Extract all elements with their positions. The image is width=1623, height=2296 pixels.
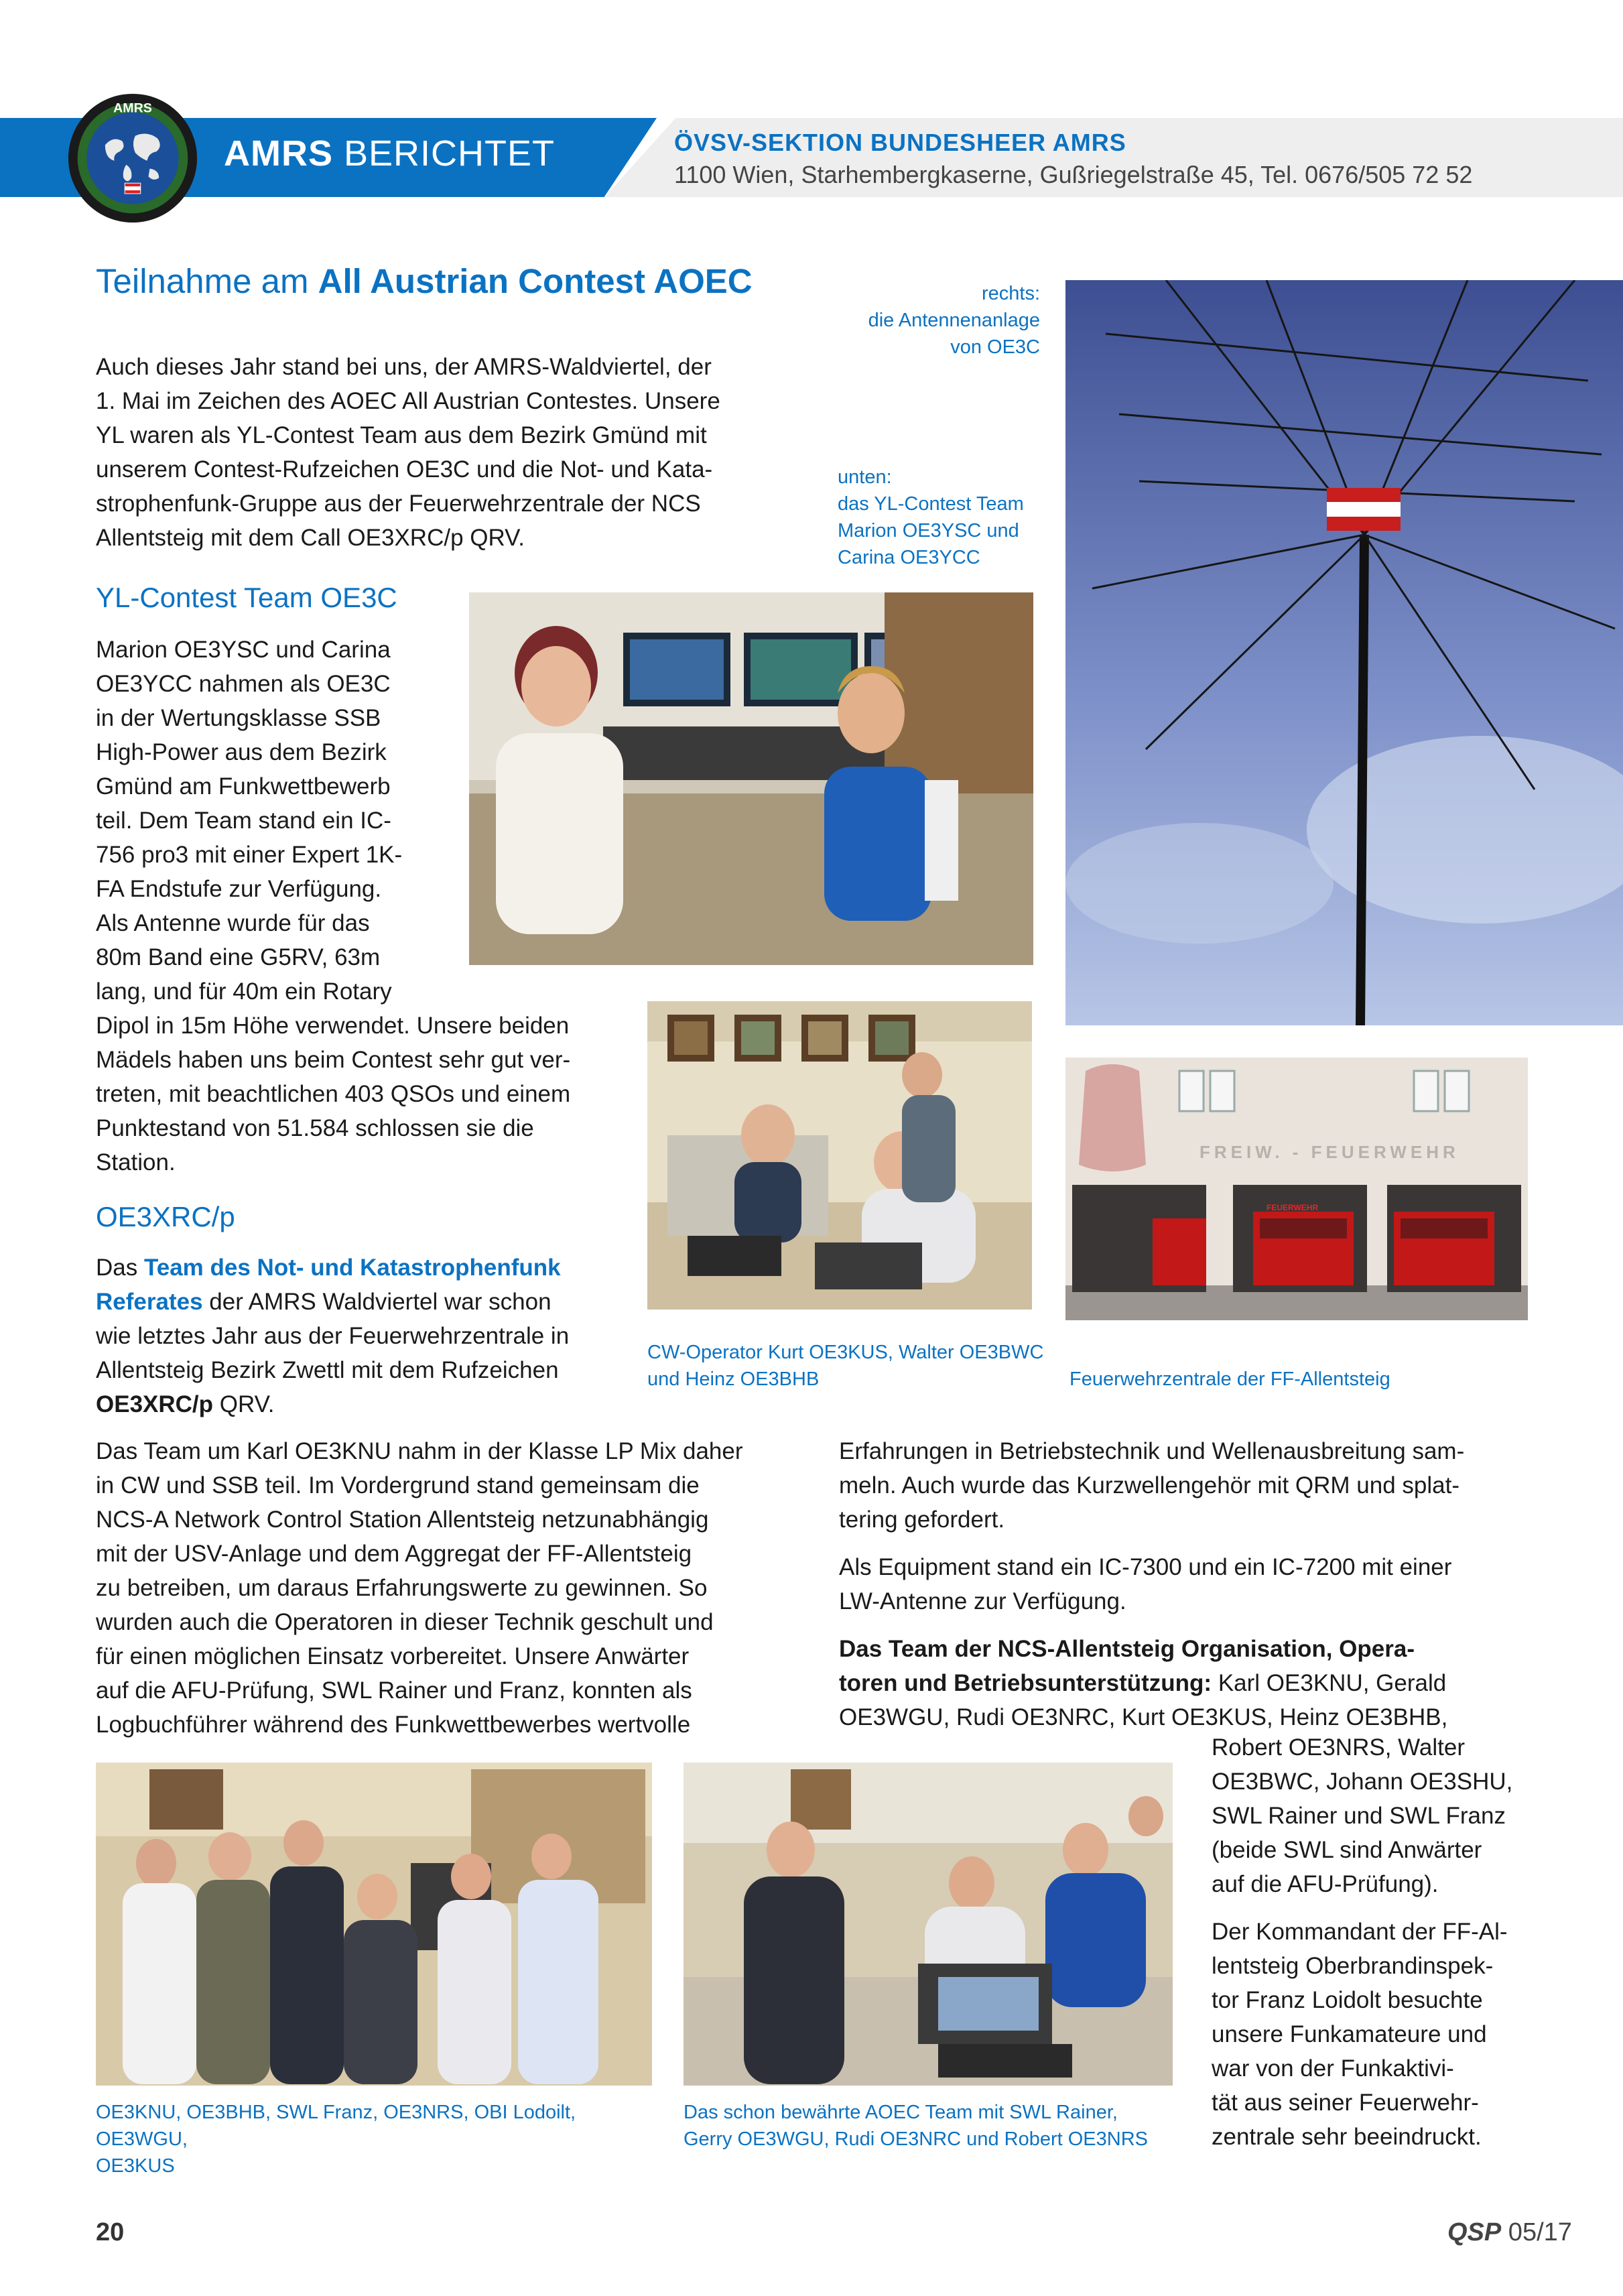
caption-yl-team: unten: das YL-Contest Team Marion OE3YSC und Carina OE3YCC — [838, 466, 1024, 568]
photo-yl-contest-team — [469, 592, 1033, 965]
photo-group — [96, 1763, 652, 2086]
fire-station-sign: FREIW. - FEUERWEHR — [1199, 1142, 1459, 1162]
caption-group-photo: OE3KNU, OE3BHB, SWL Franz, OE3NRS, OBI Lodoilt, OE3WGU, OE3KUS — [96, 2102, 576, 2177]
caption-antenna: rechts: die Antennenanlage von OE3C — [868, 283, 1040, 358]
photo-fire-station — [1065, 1058, 1528, 1320]
truck-label: FEUERWEHR — [1267, 1203, 1319, 1212]
subheading-yl-contest: YL-Contest Team OE3C — [96, 582, 397, 613]
caption-aoec-team: Das schon bewährte AOEC Team mit SWL Rainer, Gerry OE3WGU, Rudi OE3NRC und Robert OE3NRS — [684, 2102, 1148, 2150]
amrs-logo — [67, 92, 198, 224]
page-number: 20 — [96, 2218, 125, 2246]
subheading-oe3xrc: OE3XRC/p — [96, 1201, 235, 1232]
oe3xrc-paragraph: Das Team des Not- und Katastrophenfunk Referates der AMRS Waldviertel war schon wie letztes Jahr aus der Feuerwehrzentrale in Allentsteig Bezirk Zwettl mit dem Rufzeichen OE3XRC/p QRV. — [96, 1255, 570, 1417]
intro-paragraph: Auch dieses Jahr stand bei uns, der AMRS-Waldviertel, der 1. Mai im Zeichen des AOEC All Austrian Contestes. Unsere YL waren als YL-Contest Team aus dem Bezirk Gmünd mit unserem Contest-Rufzeichen OE3C und die Not- und Kata- strophenfunk-Gruppe aus der Feuerwehrzentrale der NCS Allentsteig mit dem Call OE3XRC/p QRV. — [96, 354, 720, 551]
photo-antenna — [1065, 280, 1623, 1025]
caption-fire-station: Feuerwehrzentrale der FF-Allentsteig — [1069, 1368, 1390, 1390]
photo-cw-operators — [647, 1001, 1032, 1310]
header-address: 1100 Wien, Starhembergkaserne, Gußriegelstraße 45, Tel. 0676/505 72 52 — [674, 161, 1473, 188]
caption-cw-operators: CW-Operator Kurt OE3KUS, Walter OE3BWC und Heinz OE3BHB — [647, 1342, 1044, 1390]
section-title: AMRS BERICHTET — [224, 133, 556, 174]
magazine-issue: QSP 05/17 — [1447, 2218, 1572, 2246]
column-left-text: Das Team um Karl OE3KNU nahm in der Klasse LP Mix daher in CW und SSB teil. Im Vordergrund stand gemeinsam die NCS-A Network Control Station Allentsteig netzunabhängig mit der USV-Anlage und dem Aggregat der FF-Allentsteig zu betreiben, um daraus Erfahrungswerte zu gewinnen. So wurden auch die Operatoren in dieser Technik geschult und für einen möglichen Einsatz vorbereitet. Unsere Anwärter auf die AFU-Prüfung, SWL Rainer und Franz, konnten als Logbuchführer während des Funkwettbewerbes wertvolle — [96, 1438, 743, 1738]
yl-paragraph: Marion OE3YSC und Carina OE3YCC nahmen als OE3C in der Wertungsklasse SSB High-Power aus dem Bezirk Gmünd am Funkwettbewerb teil. Dem Team stand ein IC- 756 pro3 mit einer Expert 1K- FA Endstufe zur Verfügung. Als Antenne wurde für das 80m Band eine G5RV, 63m lang, und für 40m ein Rotary Dipol in 15m Höhe verwendet. Unsere beiden Mädels haben uns beim Contest sehr gut ver- treten, mit beachtlichen 403 QSOs und einem Punktestand von 51.584 schlossen sie die Station. — [96, 637, 571, 1175]
photo-aoec-team — [684, 1763, 1173, 2086]
logo-text: AMRS — [113, 101, 152, 116]
column-right-narrow-text: Robert OE3NRS, Walter OE3BWC, Johann OE3SHU, SWL Rainer und SWL Franz (beide SWL sind Anwärter auf die AFU-Prüfung). Der Kommandant der FF-Al- lentsteig Oberbrandinspek- tor Franz Loidolt besuchte unsere Funkamateure und war von der Funkaktivi- tät aus seiner Feuerwehr- zentrale sehr beeindruckt. — [1212, 1734, 1513, 2150]
article-title: Teilnahme am All Austrian Contest AOEC — [96, 262, 753, 300]
header-organization: ÖVSV-SEKTION BUNDESHEER AMRS — [674, 129, 1126, 156]
column-right-text: Erfahrungen in Betriebstechnik und Wellenausbreitung sam- meln. Auch wurde das Kurzwellengehör mit QRM und splat- tering gefordert. Als Equipment stand ein IC-7300 und ein IC-7200 mit einer LW-Antenne zur Verfügung. Das Team der NCS-Allentsteig Organisation, Opera- toren und Betriebsunterstützung: Karl OE3KNU, Gerald OE3WGU, Rudi OE3NRC, Kurt OE3KUS, Heinz OE3BHB, — [839, 1438, 1465, 1730]
